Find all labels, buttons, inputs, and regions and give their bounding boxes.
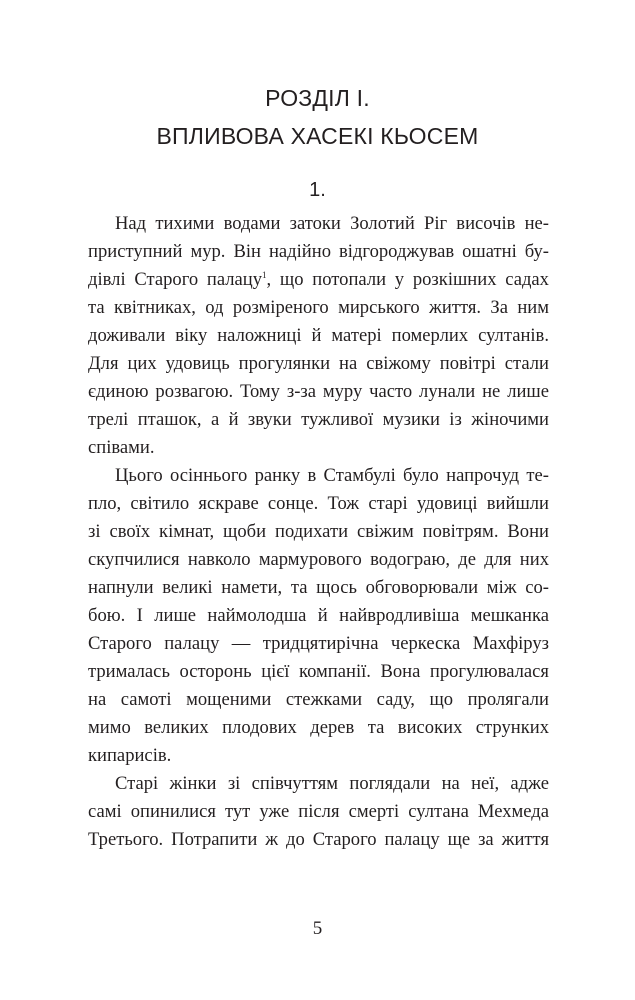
chapter-label: РОЗДІЛ І. (265, 85, 370, 111)
body-line: трималась осторонь цієї компанії. Вона прогулювалася (88, 661, 549, 682)
body-line (88, 268, 549, 292)
body-line: Для цих удовиць прогулянки на свіжому повітрі стали (88, 353, 549, 374)
body-line: приступний мур. Він надійно відгороджував ошатні бу- (88, 241, 549, 262)
body-line: Третього. Потрапити ж до Старого палацу ще за життя (88, 829, 549, 850)
body-line: Старі жінки зі співчуттям поглядали на неї, адже (115, 773, 549, 794)
body-line: Цього осіннього ранку в Стамбулі було напрочуд те- (115, 465, 549, 486)
section-number: 1. (309, 179, 326, 201)
body-line: бою. І лише наймолодша й найвродливіша мешканка (88, 605, 549, 626)
body-line: скупчилися навколо мармурового водограю, де для них (88, 549, 549, 570)
chapter-title: ВПЛИВОВА ХАСЕКІ КЬОСЕМ (156, 123, 479, 149)
body-line-part: , що потопали у розкішних садах (266, 269, 549, 290)
body-line: самі опинилися тут уже після смерті султана Мехмеда (88, 801, 549, 822)
body-line-part: дівлі Старого палацу (88, 269, 263, 290)
body-line: пло, світило яскраве сонце. Тож старі удовиці вийшли (88, 493, 549, 514)
body-line: напнули великі намети, та щось обговорювали між со- (88, 577, 549, 598)
body-line: мимо великих плодових дерев та високих струнких (88, 717, 549, 738)
body-line: Старого палацу — тридцятирічна черкеска Махфіруз (88, 633, 549, 654)
body-line: Над тихими водами затоки Золотий Ріг височів не- (115, 213, 549, 234)
body-line: доживали віку наложниці й матері померлих султанів. (88, 325, 549, 346)
body-line: єдиною розвагою. Тому з-за муру часто лунали не лише (88, 381, 549, 402)
body-line: зі своїх кімнат, щоби подихати свіжим повітрям. Вони (88, 521, 549, 542)
body-line: співами. (88, 437, 155, 458)
body-line: кипарисів. (88, 745, 172, 766)
page-number: 5 (312, 918, 323, 939)
footnote-reference: 1 (262, 270, 267, 280)
body-line: та квітниках, од розміреного мирського життя. За ним (88, 297, 549, 318)
body-line: трелі пташок, а й звуки тужливої музики із жіночими (88, 409, 549, 430)
body-line: на самоті мощеними стежками саду, що пролягали (88, 689, 549, 710)
